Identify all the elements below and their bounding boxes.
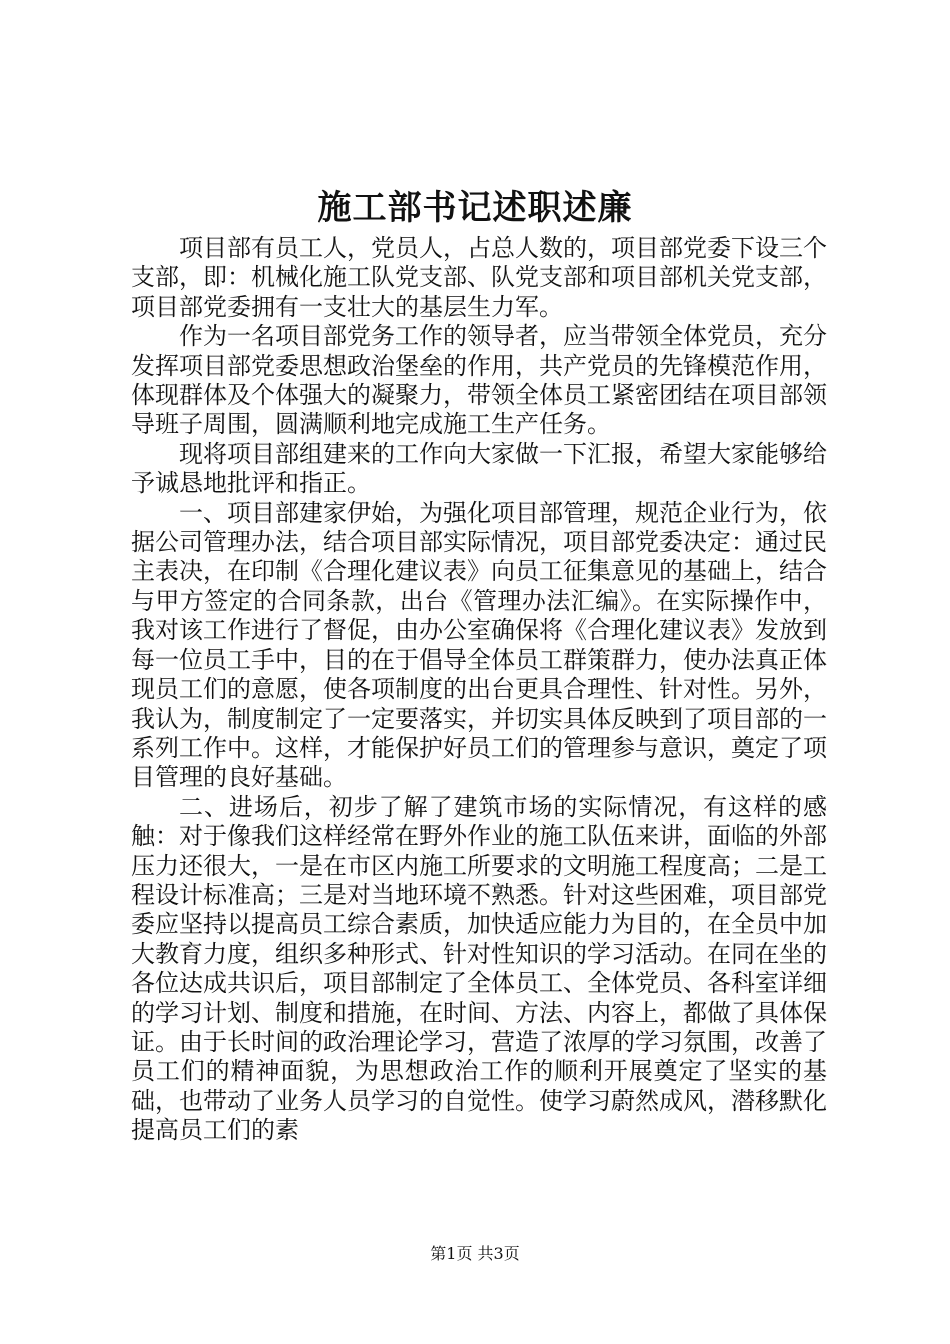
paragraph: 作为一名项目部党务工作的领导者，应当带领全体党员，充分发挥项目部党委思想政治堡垒的作用，共产党员的先锋模范作用，体现群体及个体强大的凝聚力，带领全体员工紧密团结在项目部领导班子周围，圆满顺利地完成施工生产任务。 (131, 322, 827, 439)
paragraph: 项目部有员工人，党员人，占总人数的，项目部党委下设三个支部，即：机械化施工队党支部、队党支部和项目部机关党支部，项目部党委拥有一支壮大的基层生力军。 (131, 234, 827, 321)
paragraph: 二、进场后，初步了解了建筑市场的实际情况，有这样的感触：对于像我们这样经常在野外作业的施工队伍来讲，面临的外部压力还很大，一是在市区内施工所要求的文明施工程度高；二是工程设计标准高；三是对当地环境不熟悉。针对这些困难，项目部党委应坚持以提高员工综合素质，加快适应能力为目的，在全员中加大教育力度，组织多种形式、针对性知识的学习活动。在同在坐的各位达成共识后，项目部制定了全体员工、全体党员、各科室详细的学习计划、制度和措施，在时间、方法、内容上，都做了具体保证。由于长时间的政治理论学习，营造了浓厚的学习氛围，改善了员工们的精神面貌，为思想政治工作的顺利开展奠定了坚实的基础，也带动了业务人员学习的自觉性。使学习蔚然成风，潜移默化提高员工们的素 (131, 792, 827, 1145)
document-body (131, 234, 827, 1146)
paragraph: 现将项目部组建来的工作向大家做一下汇报，希望大家能够给予诚恳地批评和指正。 (131, 439, 827, 498)
page-footer: 第1页 共3页 (430, 1244, 520, 1263)
document-title: 施工部书记述职述廉 (317, 188, 633, 228)
paragraph: 一、项目部建家伊始，为强化项目部管理，规范企业行为，依据公司管理办法，结合项目部实际情况，项目部党委决定：通过民主表决，在印制《合理化建议表》向员工征集意见的基础上，结合与甲方签定的合同条款，出台《管理办法汇编》。在实际操作中，我对该工作进行了督促，由办公室确保将《合理化建议表》发放到每一位员工手中，目的在于倡导全体员工群策群力，使办法真正体现员工们的意愿，使各项制度的出台更具合理性、针对性。另外，我认为，制度制定了一定要落实，并切实具体反映到了项目部的一系列工作中。这样，才能保护好员工们的管理参与意识，奠定了项目管理的良好基础。 (131, 498, 827, 792)
